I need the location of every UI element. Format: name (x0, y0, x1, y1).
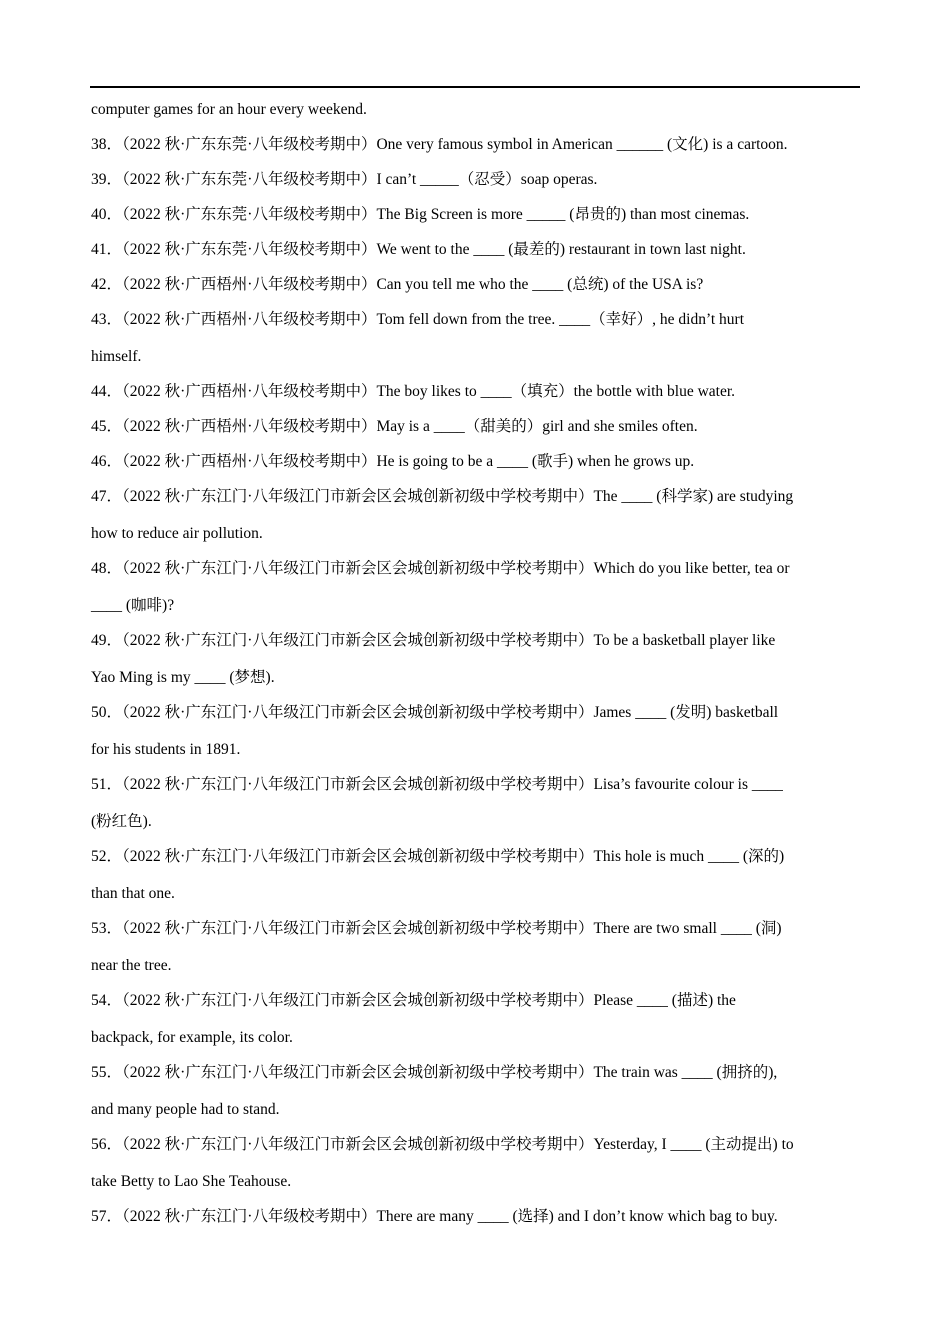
question-line: 51．（2022 秋·广东江门·八年级江门市新会区会城创新初级中学校考期中）Lisa’s favourite colour is ____ (91, 776, 783, 793)
question-line: 39．（2022 秋·广东东莞·八年级校考期中）I can’t _____（忍受）soap operas. (91, 171, 598, 188)
question-line: (粉红色). (91, 813, 152, 830)
question-line: 50．（2022 秋·广东江门·八年级江门市新会区会城创新初级中学校考期中）James ____ (发明) basketball (91, 704, 779, 721)
question-line: 43．（2022 秋·广西梧州·八年级校考期中）Tom fell down from the tree. ____（幸好）, he didn’t hurt (91, 311, 744, 328)
question-line: 44．（2022 秋·广西梧州·八年级校考期中）The boy likes to ____（填充）the bottle with blue water. (91, 383, 736, 400)
question-line: 46．（2022 秋·广西梧州·八年级校考期中）He is going to be a ____ (歌手) when he grows up. (91, 453, 695, 470)
question-line: 53．（2022 秋·广东江门·八年级江门市新会区会城创新初级中学校考期中）There are two small ____ (洞) (91, 920, 782, 937)
question-line: 45．（2022 秋·广西梧州·八年级校考期中）May is a ____（甜美的）girl and she smiles often. (91, 418, 698, 435)
question-line: ____ (咖啡)? (91, 597, 175, 614)
question-line: 57．（2022 秋·广东江门·八年级校考期中）There are many ____ (选择) and I don’t know which bag to buy. (91, 1208, 778, 1225)
question-line: himself. (91, 348, 142, 365)
question-line: 47．（2022 秋·广东江门·八年级江门市新会区会城创新初级中学校考期中）The ____ (科学家) are studying (91, 488, 794, 505)
question-line: 48．（2022 秋·广东江门·八年级江门市新会区会城创新初级中学校考期中）Which do you like better, tea or (91, 560, 790, 577)
question-line: than that one. (91, 885, 175, 902)
question-line: 55．（2022 秋·广东江门·八年级江门市新会区会城创新初级中学校考期中）The train was ____ (拥挤的), (91, 1064, 778, 1081)
question-line: for his students in 1891. (91, 741, 241, 758)
question-line: near the tree. (91, 957, 172, 974)
question-line: and many people had to stand. (91, 1101, 280, 1118)
question-line: backpack, for example, its color. (91, 1029, 293, 1046)
header-rule (90, 86, 860, 88)
question-line: take Betty to Lao She Teahouse. (91, 1173, 292, 1190)
question-line: computer games for an hour every weekend. (91, 101, 367, 118)
question-line: 52．（2022 秋·广东江门·八年级江门市新会区会城创新初级中学校考期中）This hole is much ____ (深的) (91, 848, 785, 865)
question-line: Yao Ming is my ____ (梦想). (91, 669, 275, 686)
question-line: 40．（2022 秋·广东东莞·八年级校考期中）The Big Screen is more _____ (昂贵的) than most cinemas. (91, 206, 750, 223)
question-line: 38．（2022 秋·广东东莞·八年级校考期中）One very famous symbol in American ______ (文化) is a cartoon. (91, 136, 788, 153)
question-list (91, 92, 861, 1235)
question-line: 41．（2022 秋·广东东莞·八年级校考期中）We went to the ____ (最差的) restaurant in town last night. (91, 241, 746, 258)
question-line: 42．（2022 秋·广西梧州·八年级校考期中）Can you tell me who the ____ (总统) of the USA is? (91, 276, 704, 293)
question-line: how to reduce air pollution. (91, 525, 263, 542)
question-line: 56．（2022 秋·广东江门·八年级江门市新会区会城创新初级中学校考期中）Yesterday, I ____ (主动提出) to (91, 1136, 794, 1153)
question-line: 54．（2022 秋·广东江门·八年级江门市新会区会城创新初级中学校考期中）Please ____ (描述) the (91, 992, 736, 1009)
question-line: 49．（2022 秋·广东江门·八年级江门市新会区会城创新初级中学校考期中）To be a basketball player like (91, 632, 776, 649)
